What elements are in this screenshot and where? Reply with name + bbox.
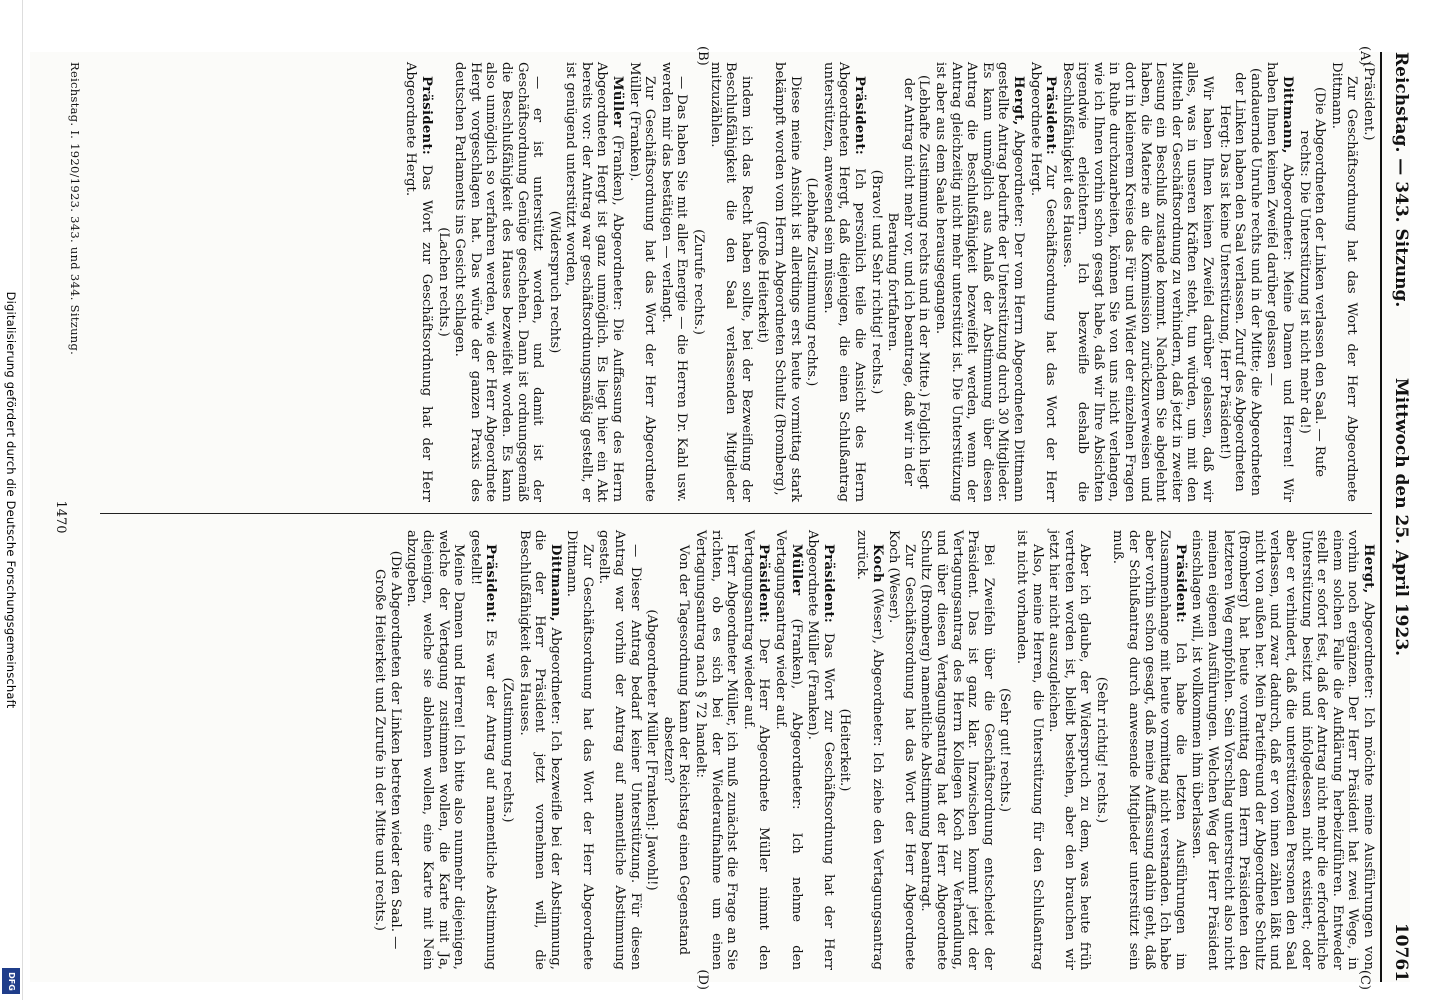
paragraph-text: Ich persönlich teile die Ansicht des Herrn Abgeordneten Hergt, daß diejenigen, die einen Schlußantrag unterstützen, anwesend sein müssen.: [820, 62, 867, 502]
paragraph-text: (Die Abgeordneten der Linken verlassen den Saal. — Rufe rechts: Die Unterstützung ist nicht mehr da!): [1296, 86, 1328, 478]
paragraph-text: — Dieser Antrag bedarf keiner Unterstützung. Für diesen Antrag war vorhin der Antrag auf namentliche Abstimmung gestellt.: [596, 530, 643, 970]
paragraph-text: (Präsident.): [1361, 62, 1376, 141]
paragraph-text: (Bravo! und Sehr richtig! rechts.): [868, 169, 884, 395]
paragraph-text: Wir haben Ihnen keinen Zweifel darüber gelassen, daß wir alles, was in unseren Kräften steht, tun würden, um mit den Mitteln der Geschäftsordnung zu verhindern, daß jetzt in zweiter Lesung ein Beschluß zustande kommt. Nachdem Sie abgelehnt haben, die Materie an die Kommission zurückzuverweisen und dort in kleinerem Kreise das Für und Wider der einzelnen Fragen in Ruhe durchzuarbeiten, können Sie von uns nicht verlangen, wie ich Ihnen vorhin schon gesagt habe, daß wir Ihre Absichten irgendwie erleichtern. Ich bezweifle deshalb die Beschlußfähigkeit des Hauses.: [1059, 62, 1216, 502]
paragraph-text: Das Wort zur Geschäftsordnung hat der Herr Abgeordnete Hergt.: [403, 62, 434, 502]
paragraph-text: (Heiterkeit.): [837, 708, 853, 792]
header-rule: [1380, 52, 1382, 982]
speaker-name: Präsident:: [1172, 544, 1188, 624]
paragraph-text: (Weser), Abgeordneter: Ich ziehe den Vertagungsantrag zurück.: [854, 530, 885, 970]
dfg-logo: [2, 968, 20, 994]
paragraph: [564, 530, 595, 970]
paragraph: [820, 62, 867, 502]
paragraph-text: (Abgeordneter Müller [Franken]: Jawohl!): [644, 609, 660, 891]
column-separator: [100, 513, 1372, 514]
speaker-name: Präsident:: [852, 76, 867, 156]
paragraph-text: Der Herr Abgeordnete Müller nimmt den Vertagungsantrag wieder auf.: [740, 530, 772, 970]
paragraph: [1264, 62, 1295, 502]
speaker-name: Müller: [788, 544, 804, 596]
paragraph-text: Zur Geschäftsordnung hat das Wort der Herr Abgeordnete Müller (Franken).: [626, 62, 658, 502]
paragraph: [1027, 62, 1058, 502]
paragraph: [707, 62, 754, 502]
paragraph-text: Das Wort zur Geschäftsordnung hat der Herr Abgeordnete Müller (Franken).: [805, 530, 836, 970]
paragraph: [918, 530, 996, 970]
footer-page-number: 1470: [52, 500, 68, 534]
paragraph: [853, 530, 884, 970]
paragraph-text: (andauernde Unruhe rechts und in der Mitte; die Abgeordneten der Linken haben den Saal verlassen. Zuruf des Abgeordneten Hergt: Das ist keine Unterstützung, Herr Präsident!): [1216, 68, 1263, 496]
paragraph: [1093, 530, 1109, 970]
speaker-name: Präsident:: [418, 76, 434, 156]
header-page-number: 10761: [1391, 922, 1411, 982]
paragraph: [1059, 62, 1215, 502]
paragraph-text: Abgeordneter: Der vom Herrn Abgeordneten Dittmann gestellte Antrag bedurfte der Unterstützung durch 30 Mitglieder. Es kann unmöglich aus Anlaß der Abstimmung über diesen Antrag die Beschlußfähigkeit bezweifelt werden, wenn der Antrag gleichzeitig nicht mehr unterstützt ist. Die Unterstützung ist aber aus dem Saale herausgegangen.: [932, 62, 1026, 502]
paragraph: [467, 530, 498, 970]
footer-source: Reichstag. I. 1920/1923. 343. und 344. Sitzung.: [67, 62, 82, 356]
speaker-name: Dittmann,: [547, 544, 563, 622]
paragraph: [805, 530, 836, 970]
paragraph-text: (Lebhafte Zustimmung rechts.): [804, 177, 820, 387]
paragraph-text: Ich habe die letzten Ausführungen im Zusammenhange mit heute vormittag nicht verstanden. Ich habe aber vorhin schon gesagt, daß meine Auffassung dahin geht, daß der Schlußantrag durch anwesende Mitglieder unterstützt sein muß.: [1110, 530, 1188, 970]
paragraph: [546, 62, 562, 502]
page-header: [1386, 52, 1411, 982]
right-column: [371, 530, 1376, 970]
paragraph: [837, 530, 853, 970]
paragraph-text: (Widerspruch rechts): [546, 210, 562, 354]
speaker-name: Präsident:: [820, 544, 836, 624]
paragraph: [499, 530, 515, 970]
paragraph: [1328, 62, 1359, 502]
paragraph: [435, 62, 451, 502]
paragraph-text: Es war der Antrag auf namentliche Abstimmung gestellt!: [467, 530, 499, 970]
paragraph-text: Aber ich glaube, der Widerspruch zu dem, was heute früh vertreten worden ist, bleibt bestehen, aber den brauchen wir jetzt hier nicht auszugleichen.: [1046, 530, 1093, 970]
paragraph: [932, 62, 1026, 502]
paragraph: [772, 530, 803, 970]
header-date: Mittwoch den 25. April 1923.: [1391, 377, 1411, 657]
paragraph: [596, 530, 643, 970]
paragraph-text: (Franken), Abgeordneter: Die Auffassung des Herrn Abgeordneten Hergt ist ganz unmöglich. Es liegt hier ein Akt bereits vor: der Antrag war geschäftsordnungsmäßig gestellt, er ist genügend unterstützt worden,: [563, 62, 626, 502]
paragraph: [626, 62, 657, 502]
header-session: Reichstag. — 343. Sitzung.: [1391, 52, 1411, 308]
speaker-name: Hergt,: [1361, 544, 1376, 594]
page-content: [30, 46, 1411, 990]
paragraph: [1216, 62, 1263, 502]
paragraph: [1189, 530, 1376, 970]
speaker-name: Präsident:: [1043, 76, 1059, 156]
paragraph: [563, 62, 625, 502]
paragraph: [804, 62, 820, 502]
paragraph: [658, 62, 689, 502]
paragraph: [1360, 62, 1376, 502]
paragraph-text: Also, meine Herren, die Unterstützung für den Schlußantrag ist nicht vorhanden.: [1013, 530, 1045, 970]
speaker-name: Präsident:: [483, 544, 499, 624]
paragraph-text: Zur Geschäftsordnung hat das Wort der Herr Abgeordnete Dittmann.: [564, 530, 595, 970]
speaker-name: Dittmann,: [1280, 76, 1296, 154]
paragraph: [771, 62, 802, 502]
paragraph-text: Bei Zweifeln über die Geschäftsordnung entscheidet der Präsident. Das ist ganz klar. Inzwischen kommt jetzt der Vertagungsantrag des Herrn Kollegen Koch zur Verhandlung, und über diesen Vertagungsantrag hat der Herr Abgeordnete Schultz (Bromberg) namentliche Abstimmung beantragt.: [918, 530, 996, 970]
paragraph-text: Herr Abgeordneter Müller, ich muß zunächst die Frage an Sie richten, ob es sich bei der Wiederaufnahme um einen Vertagungsantrag nach § 72 handelt:: [693, 530, 740, 970]
paragraph-text: Zur Geschäftsordnung hat das Wort der Herr Abgeordnete Koch (Weser).: [886, 530, 917, 970]
paragraph: [516, 530, 563, 970]
paragraph: [452, 62, 546, 502]
paragraph-text: — er ist unterstützt worden, und damit ist der Geschäftsordnung Genüge geschehen. Dann ist ordnungsgemäß die Beschlußfähigkeit des Hauses bezweifelt worden. Es kann also unmöglich so verfahren werden, wie der Herr Abgeordnete Hergt vorgeschlagen hat. Das würde der ganzen Praxis des deutschen Parlaments ins Gesicht schlagen.: [452, 62, 546, 502]
paragraph-text: Zur Geschäftsordnung hat das Wort der Herr Abgeordnete Hergt.: [1027, 62, 1059, 502]
paragraph-text: (große Heiterkeit): [755, 220, 771, 344]
paragraph: [1110, 530, 1188, 970]
paragraph-text: Abgeordneter: Ich möchte meine Ausführungen von vorhin noch ergänzen. Der Herr Präsident hat zwei Wege, in einem solchen Falle die Aufklärung herbeizuführen. Entweder stellt er sofort fest, daß der Antrag nicht mehr die erforderliche Unterstützung besitzt und infolgedessen nicht existiert; oder aber er verhindert, daß die unterstützenden Personen den Saal verlassen, und zwar dadurch, daß er von innen zählen läßt und nicht von außen her. Mein Parteifreund der Abgeordnete Schultz (Bromberg) hat heute vormittag dem Herrn Präsidenten den letzteren Weg empfohlen. Sein Vorschlag unterstreicht also nicht meinen eigenen Ausführungen. Welchen Weg der Herr Präsident einschlagen will, ist vollkommen ihm überlassen.: [1189, 530, 1376, 970]
paragraph-text: (Zustimmung rechts.): [499, 677, 515, 823]
paragraph: [886, 530, 917, 970]
paragraph-text: Zur Geschäftsordnung hat das Wort der Herr Abgeordnete Dittmann.: [1328, 62, 1360, 502]
paragraph: [755, 62, 771, 502]
paragraph-text: (Lebhafte Zustimmung rechts und in der Mitte.) Folglich liegt der Antrag nicht mehr vor, und ich beantrage, daß wir in der Beratung fortfahren.: [885, 75, 932, 489]
paragraph: [997, 530, 1013, 970]
margin-marker-d: (D): [695, 969, 710, 990]
paragraph: [868, 62, 884, 502]
side-strip: [0, 0, 23, 1000]
paragraph-text: Diese meine Ansicht ist allerdings erst heute vormittag stark bekämpft worden vom Herrn Abgeordneten Schultz (Bromberg),: [772, 62, 803, 502]
paragraph-text: (Die Abgeordneten der Linken betreten wieder den Saal. — Große Heiterkeit und Zurufe in der Mitte und rechts.): [372, 550, 403, 950]
paragraph: [660, 530, 691, 970]
margin-marker-c: (C): [1357, 969, 1372, 990]
paragraph-text: (Zurufe rechts.): [691, 229, 707, 335]
paragraph-text: Abgeordneter: Ich bezweifle bei der Abstimmung, die der Herr Präsident jetzt vornehmen will, die Beschlußfähigkeit des Hauses.: [516, 530, 563, 970]
speaker-name: Präsident:: [756, 544, 772, 624]
margin-marker-a: (A): [1357, 46, 1372, 66]
paragraph-text: Von der Tagesordnung kann der Reichstag einen Gegenstand absetzen?: [660, 544, 692, 956]
speaker-name: Hergt,: [1010, 76, 1026, 126]
paragraph: [372, 530, 403, 970]
margin-marker-b: (B): [695, 46, 710, 66]
scanned-page: [30, 46, 1411, 990]
paragraph-text: (Lachen rechts.): [435, 227, 451, 337]
paragraph-text: (Sehr gut! rechts.): [997, 687, 1013, 813]
paragraph: [740, 530, 771, 970]
speaker-name: Koch: [869, 544, 885, 583]
paragraph: [1046, 530, 1093, 970]
paragraph-text: — Das haben Sie mit aller Energie — die Herren Dr. Kahl usw. werden mir das bestätigen — verlangt.: [658, 62, 690, 502]
speaker-name: Müller: [610, 76, 626, 128]
paragraph: [403, 62, 434, 502]
paragraph-text: indem ich das Recht haben sollte, bei der Bezweiflung der Beschlußfähigkeit die den Saal verlassenden Mitglieder mitzuzählen.: [707, 62, 754, 502]
paragraph: [644, 530, 660, 970]
paragraph-text: (Franken), Abgeordneter: Ich nehme den Vertagungsantrag wieder auf.: [773, 530, 804, 970]
left-column: [402, 62, 1376, 502]
paragraph: [1013, 530, 1044, 970]
paragraph: [1296, 62, 1327, 502]
funding-note: Digitalisierung gefördert durch die Deutsche Forschungsgemeinschaft: [4, 291, 18, 709]
paragraph-text: Meine Damen und Herren! Ich bitte also nunmehr diejenigen, welche der Vertagung zustimmen wollen, die Karte mit Ja, diejenigen, welche sie ablehnen wollen, eine Karte mit Nein abzugeben.: [404, 530, 467, 970]
paragraph-text: (Sehr richtig! rechts.): [1093, 676, 1109, 824]
paragraph-text: Abgeordneter: Meine Damen und Herren! Wir haben Ihnen keinen Zweifel darüber gelassen —: [1264, 62, 1296, 502]
paragraph: [690, 62, 706, 502]
paragraph: [404, 530, 466, 970]
dfg-logo-text: DFG: [6, 971, 16, 991]
paragraph: [692, 530, 739, 970]
paragraph: [885, 62, 932, 502]
